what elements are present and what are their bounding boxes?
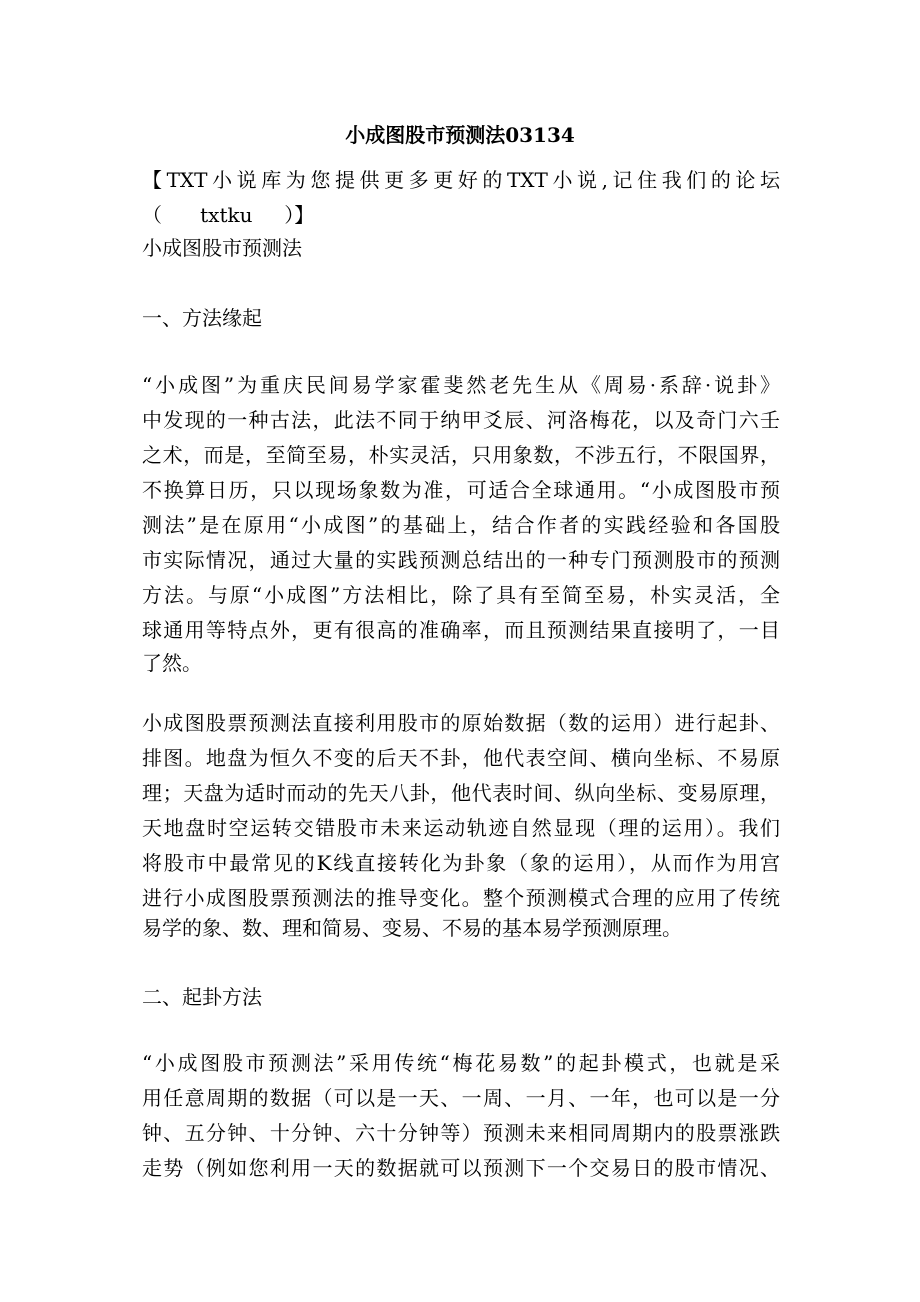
paragraph-3-line-4: 走势（例如您利用一天的数据就可以预测下一个交易日的股市情况、 [142,1156,780,1180]
paragraph-2-line-1: 小成图股票预测法直接利用股市的原始数据（数的运用）进行起卦、 [142,711,780,735]
paragraph-3-line-2: 用任意周期的数据（可以是一天、一周、一月、一年，也可以是一分 [142,1086,780,1110]
section-heading-2: 二、起卦方法 [142,985,262,1009]
paragraph-2-line-5: 将股市中最常见的K线直接转化为卦象（象的运用），从而作为用宫 [142,851,780,875]
paragraph-1-line-4: 不换算日历，只以现场象数为准，可适合全球通用。“小成图股市预 [142,478,780,502]
document-subtitle: 小成图股市预测法 [142,236,302,260]
paragraph-1-line-7: 方法。与原“小成图”方法相比，除了具有至简至易，朴实灵活，全 [142,583,780,607]
paragraph-1-line-3: 之术，而是，至简至易，朴实灵活，只用象数，不涉五行，不限国界， [142,443,780,467]
header-note-line-1: 【TXT小说库为您提供更多更好的TXT小说,记住我们的论坛 [142,168,780,192]
paragraph-2-line-3: 理；天盘为适时而动的先天八卦，他代表时间、纵向坐标、变易原理， [142,781,780,805]
header-note-line-2: （ txtku ）】 [142,203,315,227]
section-heading-1: 一、方法缘起 [142,306,262,330]
paragraph-2-line-7: 易学的象、数、理和简易、变易、不易的基本易学预测原理。 [142,916,682,940]
paragraph-3-line-3: 钟、五分钟、十分钟、六十分钟等）预测未来相同周期内的股票涨跌 [142,1121,780,1145]
paragraph-1-line-9: 了然。 [142,651,202,675]
paragraph-3-line-1: “小成图股市预测法”采用传统“梅花易数”的起卦模式，也就是采 [142,1051,780,1075]
paragraph-2-line-2: 排图。地盘为恒久不变的后天不卦，他代表空间、横向坐标、不易原 [142,746,780,770]
paragraph-1-line-5: 测法”是在原用“小成图”的基础上，结合作者的实践经验和各国股 [142,513,780,537]
document-title: 小成图股市预测法03134 [345,123,575,147]
paragraph-1-line-2: 中发现的一种古法，此法不同于纳甲爻辰、河洛梅花，以及奇门六壬 [142,408,780,432]
paragraph-1-line-6: 市实际情况，通过大量的实践预测总结出的一种专门预测股市的预测 [142,548,780,572]
paragraph-2-line-4: 天地盘时空运转交错股市未来运动轨迹自然显现（理的运用）。我们 [142,816,780,840]
paragraph-1-line-8: 球通用等特点外，更有很高的准确率，而且预测结果直接明了，一目 [142,618,780,642]
paragraph-2-line-6: 进行小成图股票预测法的推导变化。整个预测模式合理的应用了传统 [142,886,780,910]
paragraph-1-line-1: “小成图”为重庆民间易学家霍斐然老先生从《周易·系辞·说卦》 [142,373,780,397]
